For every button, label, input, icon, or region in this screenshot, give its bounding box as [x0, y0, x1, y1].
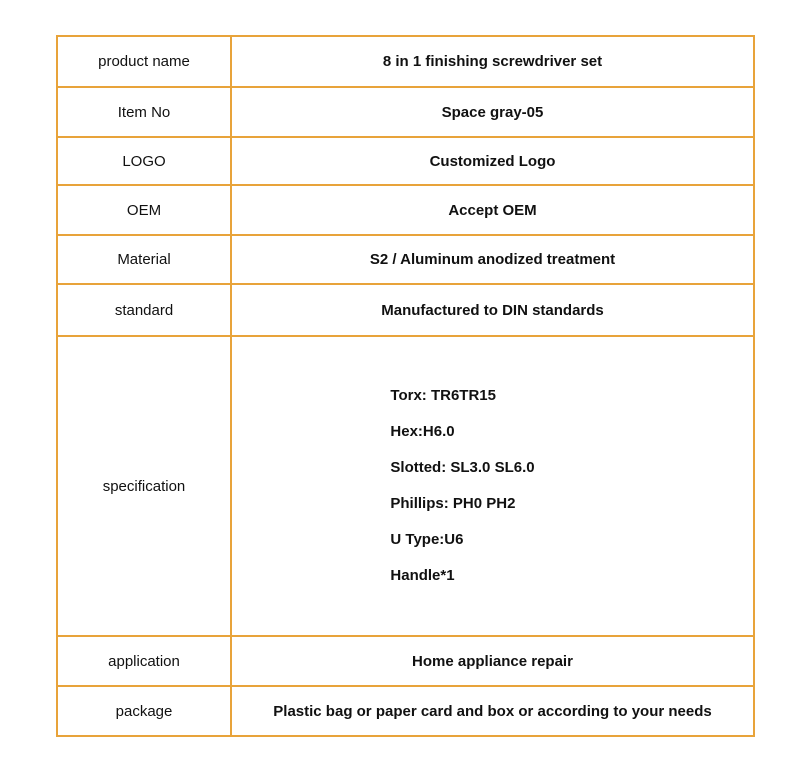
row-value: Space gray-05 [441, 103, 544, 121]
row-label: package [58, 687, 232, 735]
table-row [58, 138, 753, 186]
table-row [58, 637, 753, 687]
row-label: LOGO [58, 138, 232, 184]
table-row [58, 687, 753, 735]
spec-table [56, 35, 755, 737]
table-row [58, 285, 753, 337]
spec-line: Phillips: PH0 PH2 [390, 495, 516, 512]
row-value: Customized Logo [429, 152, 556, 170]
row-label: product name [58, 37, 232, 86]
spec-line: Handle*1 [390, 567, 455, 584]
table-row [58, 88, 753, 138]
row-value: Plastic bag or paper card and box or according to your needs [273, 702, 712, 720]
row-value [232, 337, 753, 635]
table-row [58, 236, 753, 285]
table-row [58, 186, 753, 236]
row-label: application [58, 637, 232, 685]
table-row [58, 37, 753, 88]
row-value: Home appliance repair [412, 652, 573, 670]
spec-line: Slotted: SL3.0 SL6.0 [390, 459, 535, 476]
table-row [58, 337, 753, 637]
row-label: OEM [58, 186, 232, 234]
row-value: Manufactured to DIN standards [381, 301, 604, 319]
row-value: S2 / Aluminum anodized treatment [369, 251, 616, 268]
spec-line: Hex:H6.0 [390, 423, 455, 440]
row-value: 8 in 1 finishing screwdriver set [382, 53, 603, 70]
spec-line: U Type:U6 [390, 531, 464, 548]
row-label: specification [58, 337, 232, 635]
row-label: Item No [58, 88, 232, 136]
specification-list [390, 378, 534, 594]
row-label: standard [58, 285, 232, 335]
spec-line: Torx: TR6TR15 [390, 387, 496, 404]
row-value: Accept OEM [448, 201, 537, 219]
row-label: Material [58, 236, 232, 283]
